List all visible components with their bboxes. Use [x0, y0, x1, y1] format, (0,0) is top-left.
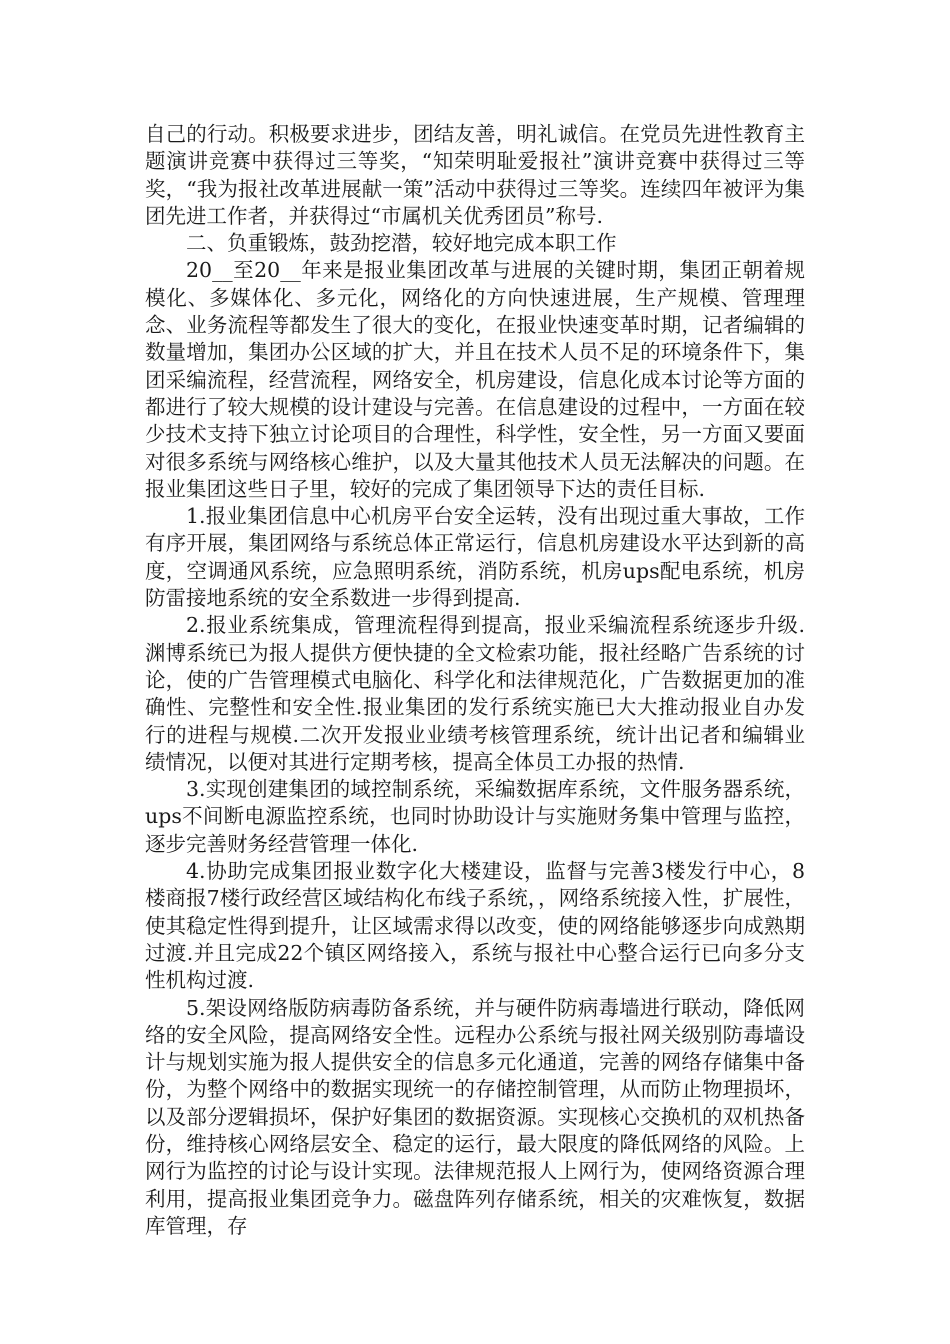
paragraph-overview: 20__至20__年来是报业集团改革与进展的关键时期，集团正朝着规模化、多媒体化、多元化，网络化的方向快速进展，生产规模、管理理念、业务流程等都发生了很大的变化，在报业快速变革时期，记者编辑的数量增加，集团办公区域的扩大，并且在技术人员不足的环境条件下，集团采编流程，经营流程，网络安全，机房建设，信息化成本讨论等方面的都进行了较大规模的设计建设与完善。在信息建设的过程中，一方面在较少技术支持下独立讨论项目的合理性，科学性，安全性，另一方面又要面对很多系统与网络核心维护，以及大量其他技术人员无法解决的问题。在报业集团这些日子里，较好的完成了集团领导下达的责任目标. — [145, 258, 805, 501]
document-body — [145, 121, 805, 1240]
section-heading: 二、负重锻炼，鼓劲挖潜，较好地完成本职工作 — [186, 231, 617, 256]
list-item-1: 1.报业集团信息中心机房平台安全运转，没有出现过重大事故，工作有序开展，集团网络与系统总体正常运行，信息机房建设水平达到新的高度，空调通风系统，应急照明系统，消防系统，机房ups配电系统，机房防雷接地系统的安全系数进一步得到提高. — [145, 504, 805, 611]
paragraph-intro: 自己的行动。积极要求进步，团结友善，明礼诚信。在党员先进性教育主题演讲竞赛中获得过三等奖，“知荣明耻爱报社”演讲竞赛中获得过三等奖，“我为报社改革进展献一策”活动中获得过三等奖。连续四年被评为集团先进工作者，并获得过“市属机关优秀团员”称号. — [145, 122, 805, 228]
list-item-4: 4.协助完成集团报业数字化大楼建设，监督与完善3楼发行中心，8楼商报7楼行政经营区域结构化布线子系统，，网络系统接入性，扩展性，使其稳定性得到提升，让区域需求得以改变，使的网络能够逐步向成熟期过渡.并且完成22个镇区网络接入，系统与报社中心整合运行已向多分支性机构过渡. — [145, 859, 805, 993]
list-item-3: 3.实现创建集团的域控制系统，采编数据库系统，文件服务器系统，ups不间断电源监控系统，也同时协助设计与实施财务集中管理与监控，逐步完善财务经营管理一体化. — [145, 777, 805, 856]
list-item-5: 5.架设网络版防病毒防备系统，并与硬件防病毒墙进行联动，降低网络的安全风险，提高网络安全性。远程办公系统与报社网关级别防毒墙设计与规划实施为报人提供安全的信息多元化通道，完善的网络存储集中备份，为整个网络中的数据实现统一的存储控制管理，从而防止物理损坏，以及部分逻辑损坏，保护好集团的数据资源。实现核心交换机的双机热备份，维持核心网络层安全、稳定的运行，最大限度的降低网络的风险。上网行为监控的讨论与设计实现。法律规范报人上网行为，使网络资源合理利用，提高报业集团竞争力。磁盘阵列存储系统，相关的灾难恢复，数据库管理，存 — [145, 995, 805, 1238]
list-item-2: 2.报业系统集成，管理流程得到提高，报业采编流程系统逐步升级.渊博系统已为报人提供方便快捷的全文检索功能，报社经略广告系统的讨论，使的广告管理模式电脑化、科学化和法律规范化，广告数据更加的准确性、完整性和安全性.报业集团的发行系统实施已大大推动报业自办发行的进程与规模.二次开发报业业绩考核管理系统，统计出记者和编辑业绩情况，以便对其进行定期考核，提高全体员工办报的热情. — [145, 613, 805, 774]
